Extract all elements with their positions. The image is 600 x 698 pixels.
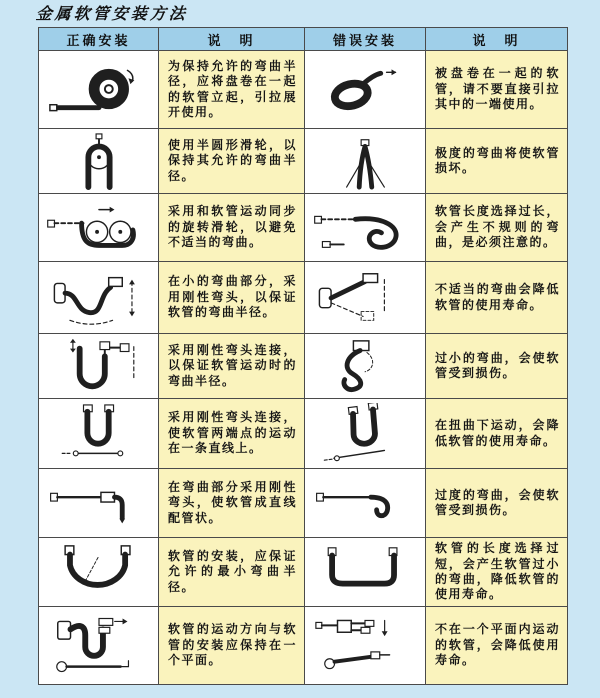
wrong-image-cell: [305, 194, 426, 262]
correct-image-cell: [39, 334, 159, 399]
header-explanation-right: 说 明: [426, 28, 567, 51]
wrong-image-cell: [305, 262, 426, 334]
correct-image-cell: [39, 469, 159, 538]
wrong-explanation: 软管的长度选择过短，会产生软管过小的弯曲，降低软管的使用寿命。: [426, 538, 567, 607]
correct-image-cell: [39, 194, 159, 262]
u-hose-endpoints-on-straight-line-illustration: [44, 403, 154, 465]
straight-piping-with-rigid-elbow-illustration: [44, 473, 154, 533]
header-wrong-install: 错误安装: [305, 28, 426, 51]
correct-explanation: 在弯曲部分采用刚性弯头，使软管成直线配管状。: [159, 469, 305, 538]
wrong-image-cell: [305, 399, 426, 469]
wide-u-minimum-bend-radius-illustration: [44, 542, 154, 602]
overbent-hook-end-illustration: [310, 473, 420, 533]
too-small-s-bend-illustration: [310, 337, 420, 395]
standing-coil-unrolling-illustration: [44, 57, 154, 123]
wrong-explanation: 过度的弯曲，会使软管受到损伤。: [426, 469, 567, 538]
hose-motion-out-of-plane-illustration: [310, 613, 420, 679]
correct-explanation: 使用半圆形滑轮，以保持其允许的弯曲半径。: [159, 129, 305, 194]
hose-motion-in-one-plane-illustration: [44, 613, 154, 679]
correct-explanation: 采用和软管运动同步的旋转滑轮，以避免不适当的弯曲。: [159, 194, 305, 262]
wrong-explanation: 软管长度选择过长，会产生不规则的弯曲，是必须注意的。: [426, 194, 567, 262]
header-explanation-left: 说 明: [159, 28, 305, 51]
hose-over-semicircular-pulley-illustration: [44, 132, 154, 190]
wrong-image-cell: [305, 51, 426, 129]
page-title: 金属软管安装方法: [35, 4, 189, 23]
correct-image-cell: [39, 399, 159, 469]
correct-explanation: 采用刚性弯头连接，以保证软管运动时的弯曲半径。: [159, 334, 305, 399]
rigid-elbow-at-small-bend-illustration: [44, 266, 154, 330]
correct-explanation: 软管的安装，应保证允许的最小弯曲半径。: [159, 538, 305, 607]
wrong-image-cell: [305, 334, 426, 399]
sharply-kinked-hanging-hose-illustration: [310, 132, 420, 190]
too-short-flat-u-illustration: [310, 542, 420, 602]
wrong-explanation: 被盘卷在一起的软管，请不要直接引拉其中的一端使用。: [426, 51, 567, 129]
header-correct-install: 正确安装: [39, 28, 159, 51]
correct-explanation: 为保持允许的弯曲半径，应将盘卷在一起的软管立起，引拉展开使用。: [159, 51, 305, 129]
wrong-explanation: 不适当的弯曲会降低软管的使用寿命。: [426, 262, 567, 334]
correct-image-cell: [39, 262, 159, 334]
wrong-image-cell: [305, 469, 426, 538]
correct-image-cell: [39, 538, 159, 607]
correct-image-cell: [39, 129, 159, 194]
wrong-image-cell: [305, 538, 426, 607]
flat-coil-pulled-from-end-illustration: [310, 57, 420, 123]
wrong-explanation: 不在一个平面内运动的软管，会降低使用寿命。: [426, 607, 567, 684]
overlong-hose-irregular-loop-illustration: [310, 198, 420, 258]
wrong-explanation: 过小的弯曲，会使软管受到损伤。: [426, 334, 567, 399]
wrong-explanation: 极度的弯曲将使软管损坏。: [426, 129, 567, 194]
hose-on-synchronized-rollers-illustration: [44, 198, 154, 258]
wrong-image-cell: [305, 607, 426, 684]
installation-table: [38, 27, 568, 685]
correct-explanation: 在小的弯曲部分，采用刚性弯头，以保证软管的弯曲半径。: [159, 262, 305, 334]
sharp-angle-bend-between-fittings-illustration: [310, 266, 420, 330]
correct-explanation: 软管的运动方向与软管的安装应保持在一个平面。: [159, 607, 305, 684]
wrong-explanation: 在扭曲下运动，会降低软管的使用寿命。: [426, 399, 567, 469]
correct-image-cell: [39, 51, 159, 129]
u-hose-twisted-motion-illustration: [310, 403, 420, 465]
correct-explanation: 采用刚性弯头连接，使软管两端点的运动在一条直线上。: [159, 399, 305, 469]
correct-image-cell: [39, 607, 159, 684]
u-hose-with-rigid-elbow-connection-illustration: [44, 337, 154, 395]
wrong-image-cell: [305, 129, 426, 194]
